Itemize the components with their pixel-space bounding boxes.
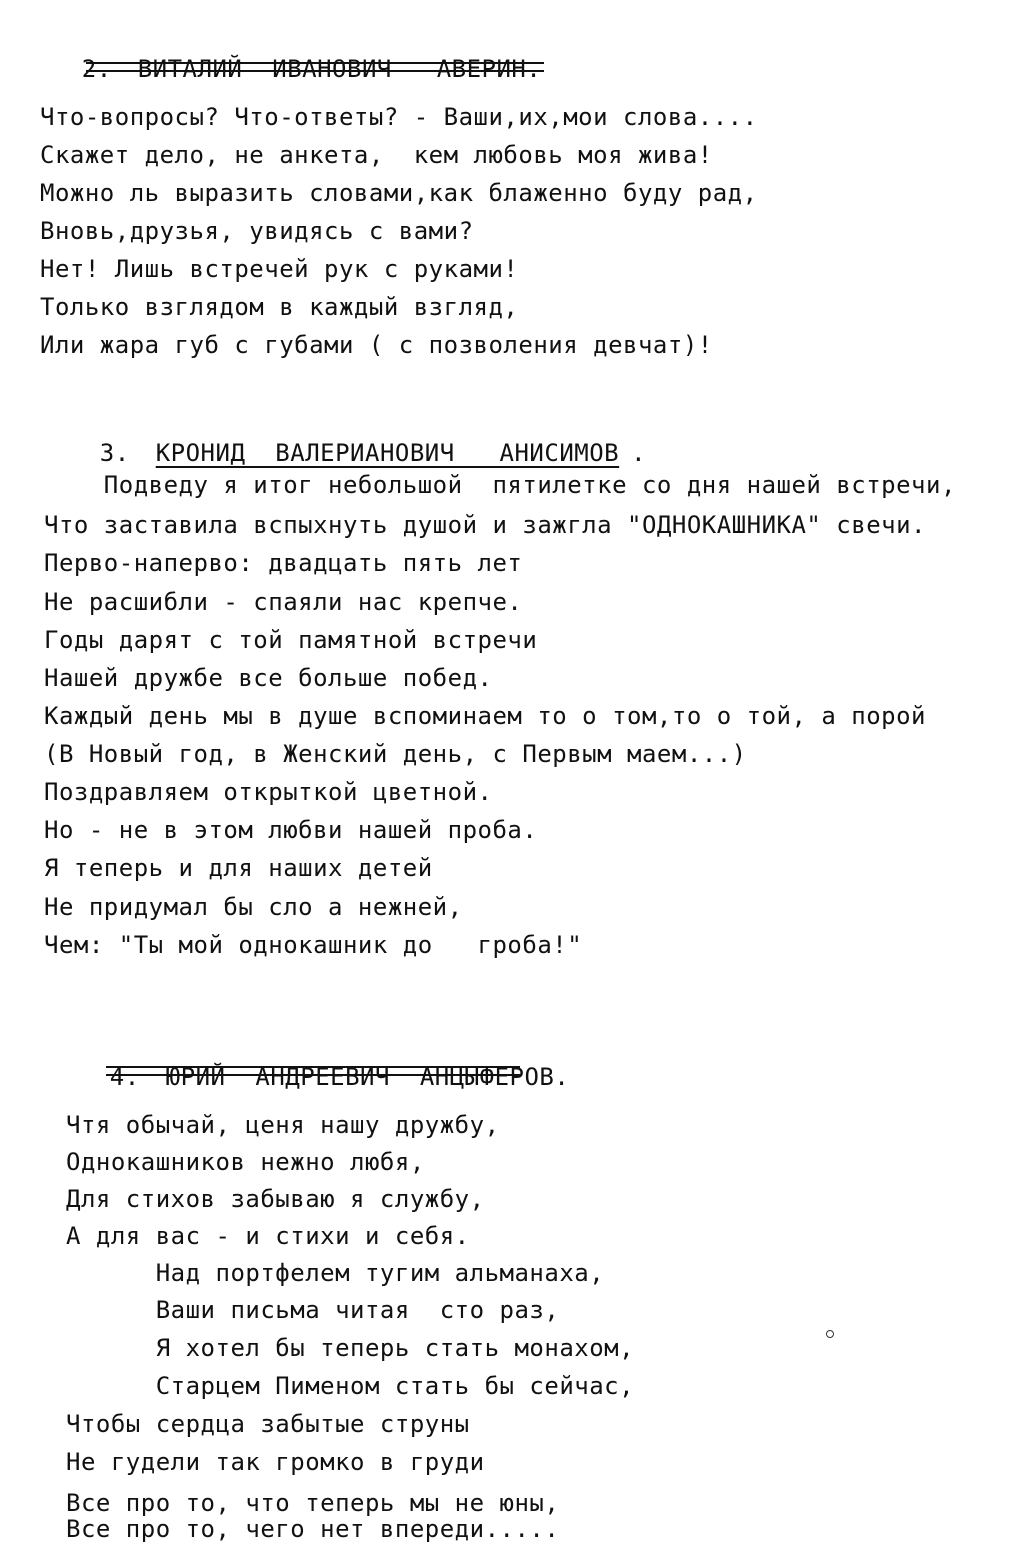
poem-line: Только взглядом в каждый взгляд, bbox=[40, 293, 519, 321]
heading-double-underline bbox=[106, 1066, 520, 1076]
poem-line: Не расшибли - спаяли нас крепче. bbox=[44, 588, 523, 616]
poem-line: Годы дарят с той памятной встречи bbox=[44, 626, 538, 654]
poem-line: Чтя обычай, ценя нашу дружбу, bbox=[66, 1111, 500, 1139]
poem-line: Вновь,друзья, увидясь с вами? bbox=[40, 217, 474, 245]
poem-line: Чтобы сердца забытые струны bbox=[66, 1410, 470, 1438]
section-number: 2. bbox=[81, 55, 112, 83]
poem-line: Поздравляем открыткой цветной. bbox=[44, 778, 493, 806]
poem-line: Или жара губ с губами ( с позволения девчат)! bbox=[40, 331, 713, 359]
poem-line: Над портфелем тугим альманаха, bbox=[66, 1259, 605, 1287]
heading-period: . bbox=[631, 439, 647, 467]
poem-line: Что заставила вспыхнуть душой и зажгла "ОДНОКАШНИКА" свечи. bbox=[44, 511, 927, 539]
poem-line: Подведу я итог небольшой пятилетке со дня нашей встречи, bbox=[44, 471, 956, 499]
poem-line: Что-вопросы? Что-ответы? - Ваши,их,мои слова.... bbox=[40, 103, 758, 131]
section-heading-4 bbox=[50, 1032, 569, 1122]
poem-line: Я теперь и для наших детей bbox=[44, 854, 433, 882]
paper-speck bbox=[826, 1330, 834, 1338]
poem-line: Старцем Пименом стать бы сейчас, bbox=[66, 1372, 635, 1400]
poem-line: (В Новый год, в Женский день, с Первым маем...) bbox=[44, 740, 747, 768]
heading-double-underline bbox=[86, 62, 544, 72]
poem-line: Я хотел бы теперь стать монахом, bbox=[66, 1334, 635, 1362]
section-number: 3. bbox=[99, 439, 130, 467]
poem-line: Не гудели так громко в груди bbox=[66, 1448, 485, 1476]
section-author-name: ВИТАЛИЙ ИВАНОВИЧ АВЕРИН. bbox=[137, 55, 542, 83]
poem-line: Нашей дружбе все больше побед. bbox=[44, 664, 493, 692]
poem-line: Все про то, чего нет впереди..... bbox=[66, 1515, 560, 1543]
section-number: 4. bbox=[109, 1063, 140, 1091]
section-author-name: КРОНИД ВАЛЕРИАНОВИЧ АНИСИМОВ bbox=[155, 439, 620, 467]
poem-line: Ваши письма читая сто раз, bbox=[66, 1296, 560, 1324]
poem-line: Каждый день мы в душе вспоминаем то о том,то о той, а порой bbox=[44, 702, 927, 730]
poem-line: Однокашников нежно любя, bbox=[66, 1148, 425, 1176]
poem-line: Нет! Лишь встречей рук с руками! bbox=[40, 255, 519, 283]
poem-line: Чем: "Ты мой однокашник до гроба!" bbox=[44, 931, 583, 959]
poem-line: Перво-наперво: двадцать пять лет bbox=[44, 549, 523, 577]
poem-line: Все про то, что теперь мы не юны, bbox=[66, 1489, 560, 1517]
poem-line: А для вас - и стихи и себя. bbox=[66, 1222, 470, 1250]
poem-line: Для стихов забываю я службу, bbox=[66, 1185, 485, 1213]
poem-line: Можно ль выразить словами,как блаженно буду рад, bbox=[40, 179, 758, 207]
poem-line: Но - не в этом любви нашей проба. bbox=[44, 816, 538, 844]
poem-line: Скажет дело, не анкета, кем любовь моя жива! bbox=[40, 141, 713, 169]
section-author-name: ЮРИЙ АНДРЕЕВИЧ АНЦЫФЕРОВ. bbox=[165, 1063, 570, 1091]
poem-line: Не придумал бы сло а нежней, bbox=[44, 893, 463, 921]
